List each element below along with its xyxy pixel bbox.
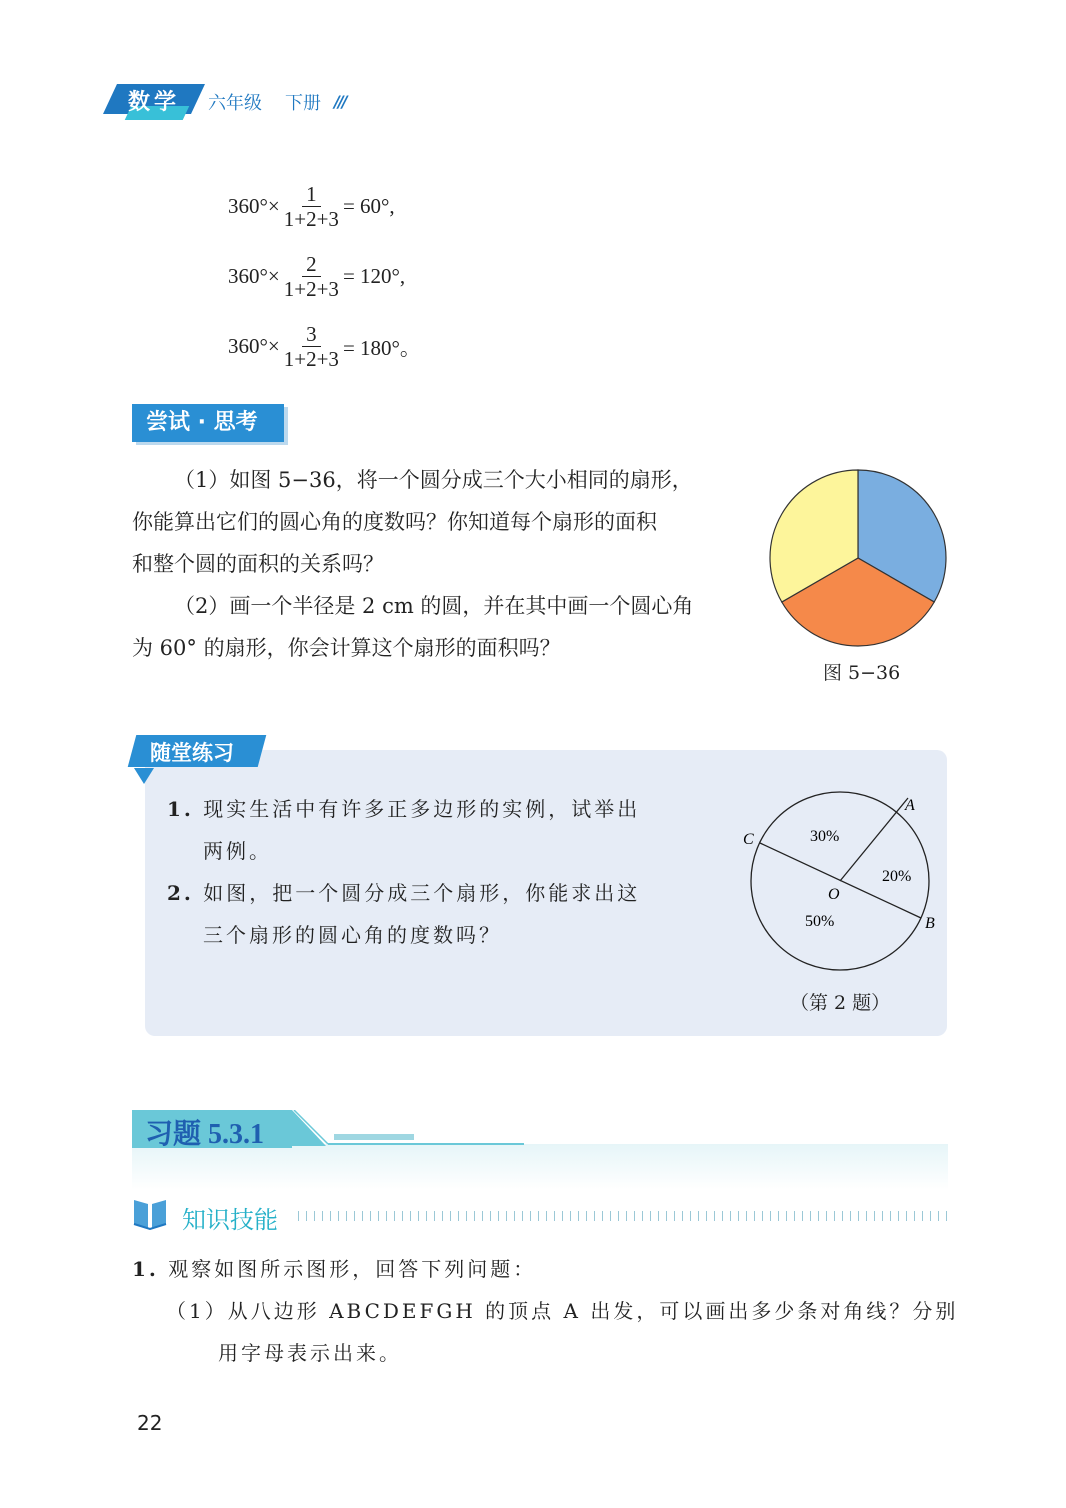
equation-2 [228,252,405,301]
section-tag-tail [290,1110,530,1150]
fraction [284,322,339,371]
figure-caption-2: （第 2 题） [790,992,891,1014]
practice-tag-pointer [134,768,154,784]
label-c: C [743,831,754,848]
eq-lhs: 360°× [228,264,280,288]
numerator: 1 [302,182,321,207]
practice-title: 随堂练习 [150,741,234,765]
practice-items [167,788,640,956]
try-think-tag: 尝试 · 思考 [132,404,284,442]
label-o: O [828,886,840,903]
text-line: 两例。 [203,839,272,863]
fraction [284,182,339,231]
circle-figure [740,785,950,980]
percent-50: 50% [805,913,835,930]
volume-label: 下册 [285,93,321,114]
eq-lhs: 360°× [228,334,280,358]
exercise-question-1 [132,1248,958,1374]
text-line: 如图，把一个圆分成三个扇形，你能求出这 [203,881,641,905]
label-b: B [925,915,935,932]
slashes-decoration: /// [334,92,346,111]
item-number: 1. [132,1257,159,1281]
grade-label: 六年级 [208,93,262,114]
text-line: 观察如图所示图形，回答下列问题： [168,1257,537,1281]
text-line: 用字母表示出来。 [218,1341,402,1365]
eq-rhs: = 60°, [342,194,395,218]
percent-20: 20% [882,868,912,885]
equation-1 [228,182,395,231]
figure-caption: 图 5−36 [823,662,901,684]
percent-30: 30% [810,828,840,845]
text-line: 三个扇形的圆心角的度数吗？ [203,923,502,947]
text-line: 和整个圆的面积的关系吗？ [132,552,384,576]
text-line: 现实生活中有许多正多边形的实例，试举出 [203,797,641,821]
denominator: 1+2+3 [283,347,339,371]
text-line: 你能算出它们的圆心角的度数吗？你知道每个扇形的面积 [132,510,657,534]
item-number: 1. [167,797,194,821]
text-line: （1）从八边形 ABCDEFGH 的顶点 A 出发，可以画出多少条对角线？分别 [166,1299,959,1323]
text-line: 为 60° 的扇形，你会计算这个扇形的面积吗？ [132,636,561,660]
dotted-divider [298,1211,950,1221]
eq-rhs: = 120°, [342,264,406,288]
text-line: （2）画一个半径是 2 cm 的圆，并在其中画一个圆心角 [174,594,694,618]
subject-title: 数学 [128,90,181,115]
label-a: A [905,797,915,814]
eq-lhs: 360°× [228,194,280,218]
fraction [284,252,339,301]
item-number: 2. [167,881,194,905]
denominator: 1+2+3 [283,277,339,301]
denominator: 1+2+3 [283,207,339,231]
text-line: （1）如图 5−36，将一个圆分成三个大小相同的扇形， [174,468,693,492]
book-icon [132,1196,168,1230]
exercise-title: 习题 5.3.1 [145,1119,265,1150]
pie-figure [766,466,952,652]
eq-rhs: = 180°。 [342,335,421,360]
subsection-title: 知识技能 [182,1206,278,1234]
numerator: 2 [302,252,321,277]
try-think-text [132,459,752,669]
equation-3 [228,322,421,371]
page-number: 22 [137,1411,163,1435]
numerator: 3 [302,322,321,347]
